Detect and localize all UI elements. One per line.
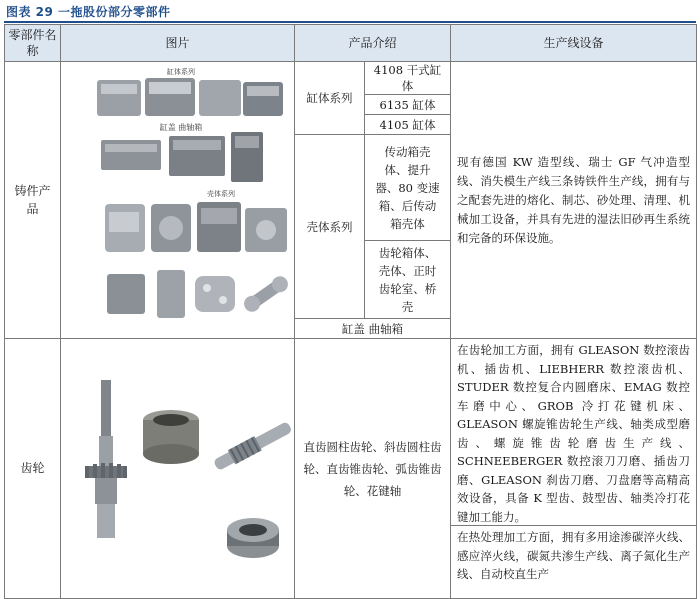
gear-equipment-cell: [451, 339, 697, 599]
cylinder-item: 4105 缸体: [365, 115, 451, 135]
gear-images: [61, 339, 295, 599]
header-row: [5, 25, 697, 62]
header-equipment: 生产线设备: [451, 25, 697, 62]
shell-item: 传动箱壳体、提升器、80 变速箱、后传动箱壳体: [365, 135, 451, 241]
label-cover-crankcase: 缸盖 曲轴箱: [159, 123, 203, 132]
shell-series-group: 壳体系列: [295, 135, 365, 319]
casting-parts-illustration: [61, 62, 295, 338]
spline-shaft-image: [212, 419, 294, 473]
table-row: [5, 62, 697, 95]
table-caption: 图表 29 一拖股份部分零部件: [6, 5, 171, 19]
internal-spline-ring-image: [227, 518, 279, 558]
label-cylinder-series: 缸体系列: [167, 68, 195, 76]
header-part-name: 零部件名称: [5, 25, 61, 62]
gear-name: 齿轮: [5, 339, 61, 599]
parts-table: [4, 24, 697, 599]
gear-equipment-heat-treatment: 在热处理加工方面，拥有多用途渗碳淬火线、感应淬火线，碳氮共渗生产线、离子氮化生产线、自动校直生产: [451, 525, 696, 598]
gear-shaft-image: [85, 380, 127, 538]
casting-name: 铸件产品: [5, 62, 61, 339]
cylinder-block-image: [97, 78, 283, 116]
gear-equipment-machining: 在齿轮加工方面，拥有 GLEASON 数控滚齿机、插齿机、LIEBHERR 数控滚齿机、STUDER 数控复合内圆磨床、EMAG 数控车磨中心、GROB 冷打花键机床、GLEASON 螺旋锥齿轮生产线、轴类成型磨齿、螺旋锥齿轮磨齿生产线、SCHNEEBERGER 数控滚刀刀磨、插齿刀磨、GLEASON 刹齿刀磨、刀盘磨等高精高效设备，具备 K 型齿、鼓型齿、轴类冷打花键加工能力。: [457, 343, 691, 524]
cylinder-item: 6135 缸体: [365, 95, 451, 115]
shell-item: 齿轮箱体、壳体、正时齿轮室、桥壳: [365, 241, 451, 319]
cylinder-series-group: 缸体系列: [295, 62, 365, 135]
cover-crankcase-item: 缸盖 曲轴箱: [295, 319, 451, 339]
shell-casting-image: [105, 202, 287, 252]
sleeve-image: [143, 410, 199, 464]
cylinder-item: 4108 干式缸体: [365, 62, 451, 95]
gear-description: 直齿圆柱齿轮、斜齿圆柱齿轮、直齿锥齿轮、弧齿锥齿轮、花键轴: [295, 339, 451, 599]
caption-rule: [4, 21, 696, 23]
header-image: 图片: [61, 25, 295, 62]
casting-images: [61, 62, 295, 339]
label-shell-series: 壳体系列: [207, 190, 235, 198]
gear-parts-illustration: [61, 342, 295, 596]
crankcase-image: [101, 132, 263, 182]
header-product-intro: 产品介绍: [295, 25, 451, 62]
table-row: [5, 339, 697, 599]
small-castings-image: [107, 270, 291, 318]
casting-equipment: 现有德国 KW 造型线、瑞士 GF 气冲造型线、消失模生产线三条铸铁件生产线，拥有与之配套先进的熔化、制芯、砂处理、清理、机械加工设备，并具有先进的湿法旧砂再生系统和完备的环保设施。: [451, 62, 697, 339]
